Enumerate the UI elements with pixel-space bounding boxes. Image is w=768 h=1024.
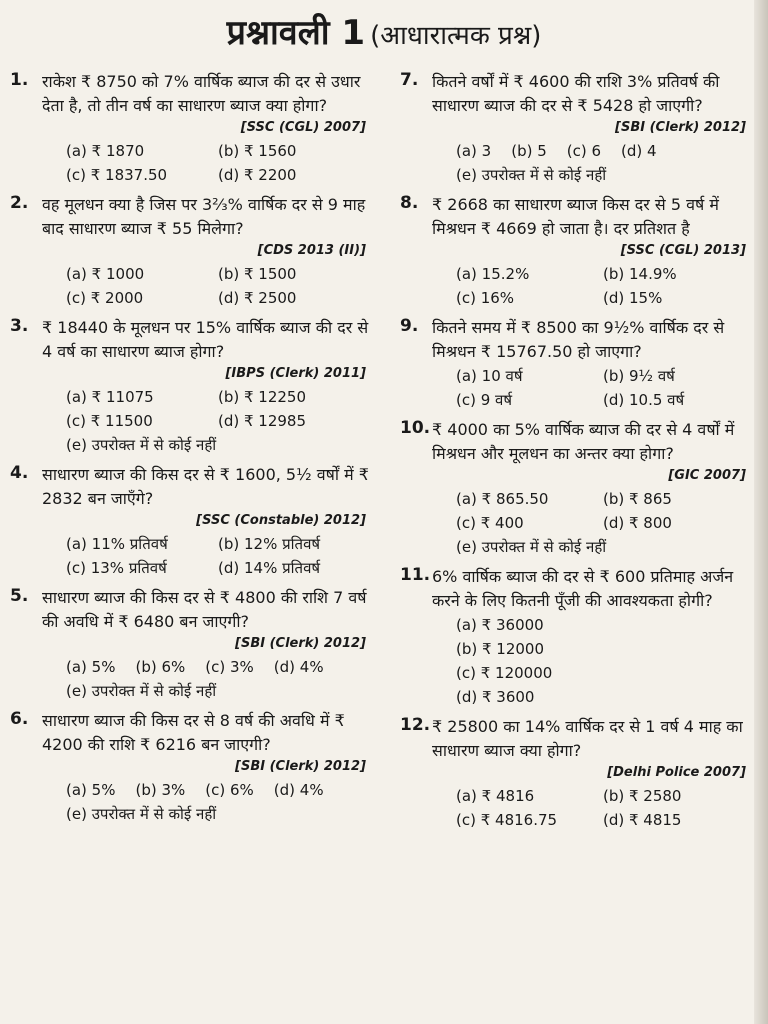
question-text: कितने वर्षों में ₹ 4600 की राशि 3% प्रतिवर्ष की साधारण ब्याज की दर से ₹ 5428 हो जाएगी?: [432, 72, 720, 115]
option-b: (b) ₹ 1560: [218, 142, 297, 160]
option-b: (b) 5: [511, 142, 547, 160]
question-source: [SSC (CGL) 2007]: [240, 120, 366, 135]
question-1: [10, 70, 370, 187]
question-6: [10, 709, 370, 826]
question-2: [10, 193, 370, 310]
option-a: (a) 5%: [66, 658, 116, 676]
page-edge: [754, 0, 768, 1024]
left-column: [10, 70, 370, 832]
question-text: ₹ 18440 के मूलधन पर 15% वार्षिक ब्याज की दर से 4 वर्ष का साधारण ब्याज होगा?: [42, 318, 369, 361]
question-12: [400, 715, 750, 832]
options: [66, 139, 370, 187]
options: [456, 487, 750, 559]
option-b: (b) 3%: [135, 781, 186, 799]
option-c: (c) 13% प्रतिवर्ष: [66, 559, 167, 577]
question-9: [400, 316, 750, 412]
option-c: (c) ₹ 11500: [66, 412, 153, 430]
question-source: [Delhi Police 2007]: [607, 765, 746, 780]
option-a: (a) ₹ 865.50: [456, 490, 549, 508]
option-b: (b) 6%: [135, 658, 186, 676]
option-b: (b) ₹ 1500: [218, 265, 297, 283]
question-text: साधारण ब्याज की किस दर से ₹ 4800 की राशि 7 वर्ष की अवधि में ₹ 6480 बन जाएगी?: [42, 588, 367, 631]
option-b: (b) 14.9%: [603, 265, 677, 283]
options: [66, 655, 370, 703]
question-source: [SBI (Clerk) 2012]: [235, 759, 366, 774]
options: [66, 778, 370, 826]
question-text: राकेश ₹ 8750 को 7% वार्षिक ब्याज की दर से उधार देता है, तो तीन वर्ष का साधारण ब्याज क्या होगा?: [42, 72, 361, 115]
option-a: (a) 15.2%: [456, 265, 530, 283]
options: [456, 784, 750, 832]
option-a: (a) 11% प्रतिवर्ष: [66, 535, 168, 553]
option-d: (d) 15%: [603, 289, 663, 307]
option-b: (b) ₹ 2580: [603, 787, 682, 805]
option-d: (d) ₹ 2200: [218, 166, 297, 184]
option-d: (d) ₹ 12985: [218, 412, 307, 430]
option-d: (d) 10.5 वर्ष: [603, 391, 685, 409]
question-source: [SSC (CGL) 2013]: [620, 243, 746, 258]
question-text: वह मूलधन क्या है जिस पर 3²⁄₃% वार्षिक दर से 9 माह बाद साधारण ब्याज ₹ 55 मिलेगा?: [42, 195, 366, 238]
question-number: 9.: [400, 316, 419, 336]
option-a: (a) 3: [456, 142, 492, 160]
option-e: (e) उपरोक्त में से कोई नहीं: [456, 538, 607, 556]
option-c: (c) 9 वर्ष: [456, 391, 513, 409]
question-number: 4.: [10, 463, 29, 483]
option-b: (b) ₹ 865: [603, 490, 672, 508]
question-text: साधारण ब्याज की किस दर से ₹ 1600, 5½ वर्षों में ₹ 2832 बन जाएँगे?: [42, 465, 369, 508]
options: [456, 613, 750, 709]
option-c: (c) ₹ 400: [456, 514, 524, 532]
option-c: (c) 16%: [456, 289, 515, 307]
question-text: कितने समय में ₹ 8500 का 9½% वार्षिक दर से मिश्रधन ₹ 15767.50 हो जाएगा?: [432, 318, 725, 361]
option-e: (e) उपरोक्त में से कोई नहीं: [456, 166, 607, 184]
page-header: [0, 8, 768, 54]
option-c: (c) 6: [566, 142, 602, 160]
option-d: (d) ₹ 800: [603, 514, 672, 532]
option-c: (c) 6%: [205, 781, 254, 799]
question-text: साधारण ब्याज की किस दर से 8 वर्ष की अवधि में ₹ 4200 की राशि ₹ 6216 बन जाएगी?: [42, 711, 345, 754]
option-a: (a) ₹ 36000: [456, 616, 544, 634]
question-text: ₹ 2668 का साधारण ब्याज किस दर से 5 वर्ष में मिश्रधन ₹ 4669 हो जाता है। दर प्रतिशत है: [432, 195, 719, 238]
option-e: (e) उपरोक्त में से कोई नहीं: [66, 682, 217, 700]
question-7: [400, 70, 750, 187]
question-number: 8.: [400, 193, 419, 213]
options: [66, 385, 370, 457]
question-11: [400, 565, 750, 709]
question-number: 7.: [400, 70, 419, 90]
question-source: [SSC (Constable) 2012]: [196, 513, 366, 528]
option-c: (c) ₹ 1837.50: [66, 166, 168, 184]
question-text: ₹ 4000 का 5% वार्षिक ब्याज की दर से 4 वर्षों में मिश्रधन और मूलधन का अन्तर क्या होगा?: [432, 420, 735, 463]
option-d: (d) 4%: [273, 658, 324, 676]
option-b: (b) 12% प्रतिवर्ष: [218, 535, 321, 553]
question-3: [10, 316, 370, 457]
question-number: 11.: [400, 565, 431, 585]
option-a: (a) ₹ 11075: [66, 388, 154, 406]
option-c: (c) ₹ 4816.75: [456, 811, 558, 829]
option-d: (d) ₹ 4815: [603, 811, 682, 829]
options: [456, 364, 750, 412]
question-number: 10.: [400, 418, 431, 438]
option-a: (a) 10 वर्ष: [456, 367, 523, 385]
question-8: [400, 193, 750, 310]
option-d: (d) 4%: [273, 781, 324, 799]
question-text: ₹ 25800 का 14% वार्षिक दर से 1 वर्ष 4 माह का साधारण ब्याज क्या होगा?: [432, 717, 743, 760]
option-a: (a) ₹ 1000: [66, 265, 145, 283]
question-number: 12.: [400, 715, 431, 735]
question-source: [SBI (Clerk) 2012]: [615, 120, 746, 135]
question-text: 6% वार्षिक ब्याज की दर से ₹ 600 प्रतिमाह अर्जन करने के लिए कितनी पूँजी की आवश्यकता होगी?: [432, 567, 734, 610]
question-4: [10, 463, 370, 580]
option-c: (c) ₹ 120000: [456, 664, 553, 682]
option-b: (b) ₹ 12250: [218, 388, 307, 406]
options: [66, 532, 370, 580]
option-e: (e) उपरोक्त में से कोई नहीं: [66, 436, 217, 454]
question-source: [IBPS (Clerk) 2011]: [225, 366, 366, 381]
question-source: [SBI (Clerk) 2012]: [235, 636, 366, 651]
option-a: (a) ₹ 4816: [456, 787, 535, 805]
option-b: (b) ₹ 12000: [456, 640, 545, 658]
question-number: 5.: [10, 586, 29, 606]
options: [456, 262, 750, 310]
option-d: (d) 14% प्रतिवर्ष: [218, 559, 321, 577]
question-5: [10, 586, 370, 703]
page-title: प्रश्नावली 1: [226, 13, 366, 53]
option-d: (d) ₹ 3600: [456, 688, 535, 706]
question-number: 1.: [10, 70, 29, 90]
question-number: 3.: [10, 316, 29, 336]
right-column: [400, 70, 750, 838]
option-d: (d) 4: [621, 142, 657, 160]
option-c: (c) ₹ 2000: [66, 289, 144, 307]
option-b: (b) 9½ वर्ष: [603, 367, 675, 385]
option-d: (d) ₹ 2500: [218, 289, 297, 307]
option-e: (e) उपरोक्त में से कोई नहीं: [66, 805, 217, 823]
option-a: (a) ₹ 1870: [66, 142, 145, 160]
question-source: [CDS 2013 (II)]: [257, 243, 366, 258]
question-10: [400, 418, 750, 559]
options: [66, 262, 370, 310]
question-number: 2.: [10, 193, 29, 213]
option-a: (a) 5%: [66, 781, 116, 799]
page-subtitle: (आधारात्मक प्रश्न): [370, 21, 542, 51]
option-c: (c) 3%: [205, 658, 254, 676]
options: [456, 139, 750, 187]
question-number: 6.: [10, 709, 29, 729]
question-source: [GIC 2007]: [668, 468, 746, 483]
